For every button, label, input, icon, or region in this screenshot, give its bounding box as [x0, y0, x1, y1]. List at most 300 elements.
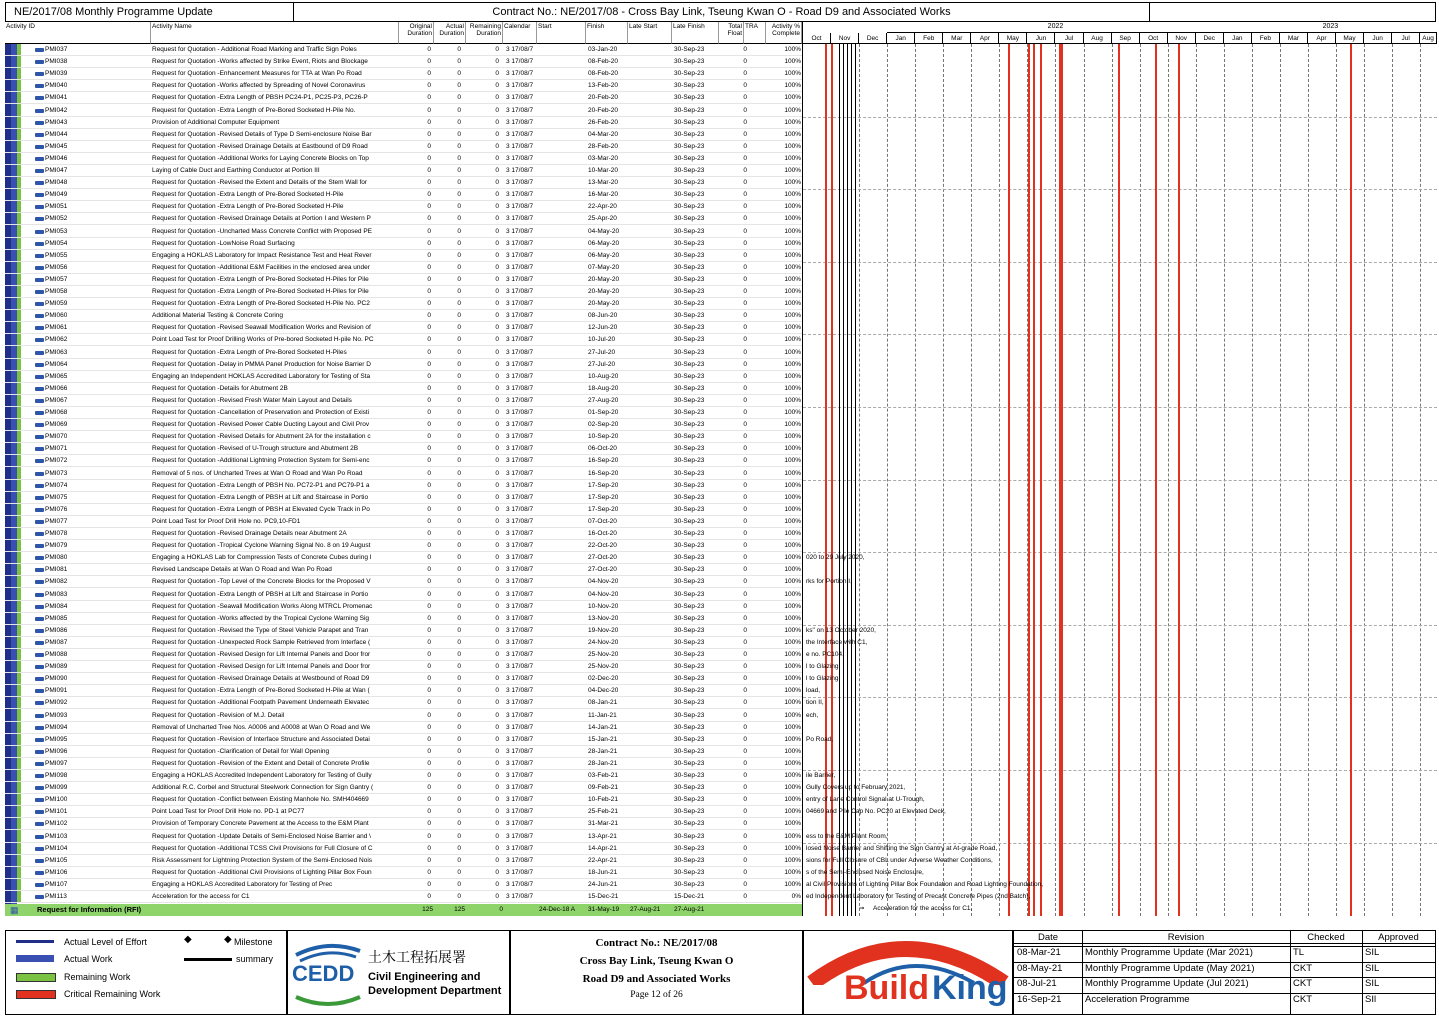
cell-finish: 28-Jan-21 — [588, 747, 618, 755]
col-total-float[interactable]: Total Float — [719, 22, 744, 44]
cell-name: Request for Quotation -Extra Length of Pre-Bored Socketed H-Pile — [152, 203, 344, 211]
cell-cal: 3 17/08/7 — [506, 469, 534, 477]
legend-critical: Critical Remaining Work — [64, 989, 161, 999]
cell-finish: 04-Nov-20 — [588, 590, 619, 598]
cell-actual: 0 — [457, 481, 461, 489]
table-row[interactable] — [5, 589, 802, 601]
table-row[interactable] — [5, 722, 802, 734]
table-row[interactable] — [5, 867, 802, 879]
cell-name: Request for Quotation -Extra Length of PBSH at Lift and Staircase in Portio — [152, 493, 369, 501]
table-row[interactable] — [5, 831, 802, 843]
cell-rem: 0 — [495, 772, 499, 779]
cell-id: PMI088 — [45, 651, 68, 658]
cell-rem: 0 — [495, 493, 499, 501]
table-row[interactable] — [5, 153, 802, 165]
cell-cal: 3 17/08/7 — [506, 505, 534, 513]
cell-tf: 0 — [743, 433, 747, 441]
cell-id: PMI102 — [45, 820, 68, 828]
cell-name: Removal of Uncharted Tree Nos. A0006 and A0008 at Wan O Road and We — [152, 723, 371, 731]
cell-pct: 100% — [784, 723, 801, 731]
cell-finish: 10-Feb-21 — [588, 796, 618, 804]
cell-cal: 3 17/08/7 — [506, 808, 534, 816]
table-row[interactable] — [5, 250, 802, 262]
table-row[interactable] — [5, 262, 802, 274]
cell-id: PMI076 — [45, 505, 68, 513]
cell-cal: 3 17/08/7 — [506, 651, 534, 658]
cell-actual: 0 — [457, 384, 461, 392]
cell-actual: 0 — [457, 70, 461, 78]
cell-cal: 3 17/08/7 — [506, 263, 534, 271]
cell-tf: 0 — [743, 312, 747, 320]
table-row[interactable] — [5, 576, 802, 588]
cell-actual: 0 — [457, 578, 461, 586]
cell-finish: 17-Sep-20 — [588, 505, 619, 513]
col-tra[interactable]: TRA — [744, 22, 766, 44]
cell-lfinish: 30-Sep-23 — [674, 735, 705, 743]
cell-orig: 0 — [427, 554, 431, 562]
cell-rem: 0 — [495, 179, 499, 187]
col-remaining-duration[interactable]: Remaining Duration — [466, 22, 503, 44]
cell-name: Request for Quotation -Revised Drainage Details at Westbound of Road D9 — [152, 675, 370, 683]
cell-name: Revised Landscape Details at Wan O Road and Wan Po Road — [152, 566, 332, 574]
cell-pct: 100% — [784, 70, 801, 78]
cell-rem: 0 — [495, 300, 499, 308]
table-row[interactable] — [5, 843, 802, 855]
activity-icon — [35, 883, 44, 887]
cell-name: Request for Quotation -Extra Length of Pre-Bored Socketed H-Pile No. — [152, 106, 356, 114]
col-calendar[interactable]: Calendar — [503, 22, 537, 44]
cell-pct: 100% — [784, 58, 801, 66]
cell-pct: 100% — [784, 638, 801, 646]
activity-icon — [35, 266, 44, 270]
cell-actual: 0 — [457, 493, 461, 501]
table-row[interactable] — [5, 504, 802, 516]
cell-tf: 0 — [743, 759, 747, 767]
critical-line — [1033, 44, 1035, 916]
cell-orig: 0 — [427, 711, 431, 719]
row-gridline — [803, 480, 1437, 481]
table-row[interactable] — [5, 117, 802, 129]
row-gridline — [803, 334, 1437, 335]
cell-name: Request for Quotation -Revised Power Cable Ducting Layout and Civil Prov — [152, 421, 370, 429]
table-row[interactable] — [5, 480, 802, 492]
revision-row-line — [1014, 946, 1435, 947]
table-row[interactable] — [5, 649, 802, 661]
cell-cal: 3 17/08/7 — [506, 578, 534, 586]
col-actual-duration[interactable]: Actual Duration — [434, 22, 466, 44]
col-start[interactable]: Start — [537, 22, 586, 44]
summary-finish: 31-May-19 — [588, 906, 620, 913]
cell-orig: 0 — [427, 856, 431, 864]
cell-tf: 0 — [743, 735, 747, 743]
cell-actual: 0 — [457, 469, 461, 477]
cell-lfinish: 30-Sep-23 — [674, 167, 705, 174]
cell-cal: 3 17/08/7 — [506, 384, 534, 392]
table-row[interactable] — [5, 165, 802, 177]
table-row[interactable] — [5, 298, 802, 310]
table-row[interactable] — [5, 564, 802, 576]
table-row[interactable] — [5, 44, 802, 56]
cell-name: Acceleration for the access for C1 — [152, 893, 250, 900]
table-row[interactable] — [5, 468, 802, 480]
table-row[interactable] — [5, 129, 802, 141]
cell-pct: 100% — [784, 735, 801, 743]
cell-name: Risk Assessment for Lightning Protection System of the Semi-Enclosed Nois — [152, 856, 373, 864]
table-row[interactable] — [5, 274, 802, 286]
cell-id: PMI059 — [45, 300, 68, 308]
cell-finish: 18-Jun-21 — [588, 868, 618, 876]
table-row[interactable] — [5, 238, 802, 250]
cell-tf: 0 — [743, 723, 747, 731]
cell-rem: 0 — [495, 796, 499, 804]
cell-orig: 0 — [427, 614, 431, 622]
cell-pct: 100% — [784, 396, 801, 404]
revision-cell: 08-Mar-21 — [1017, 947, 1061, 958]
cell-tf: 0 — [743, 396, 747, 404]
cell-cal: 3 17/08/7 — [506, 360, 534, 368]
cell-finish: 10-Nov-20 — [588, 602, 619, 610]
table-row[interactable] — [5, 758, 802, 770]
col-finish[interactable]: Finish — [586, 22, 628, 44]
table-row[interactable] — [5, 794, 802, 806]
cell-lfinish: 30-Sep-23 — [674, 820, 705, 828]
cell-actual: 0 — [457, 239, 461, 247]
cell-actual: 0 — [457, 687, 461, 695]
activity-icon — [35, 556, 44, 560]
cell-tf: 0 — [743, 336, 747, 344]
col-late-finish[interactable]: Late Finish — [672, 22, 719, 44]
cell-actual: 0 — [457, 590, 461, 598]
cell-cal: 3 17/08/7 — [506, 856, 534, 864]
cell-orig: 0 — [427, 747, 431, 755]
cell-actual: 0 — [457, 312, 461, 320]
revision-cell: 08-Jul-21 — [1017, 978, 1057, 989]
title-bar — [5, 2, 1436, 22]
legend-actual: Actual Work — [64, 954, 113, 964]
cell-actual: 0 — [457, 505, 461, 513]
cell-orig: 0 — [427, 118, 431, 126]
table-row[interactable] — [5, 734, 802, 746]
cell-rem: 0 — [495, 94, 499, 102]
cell-pct: 100% — [784, 167, 801, 174]
col-late-start[interactable]: Late Start — [628, 22, 672, 44]
cell-rem: 0 — [495, 433, 499, 441]
cell-rem: 0 — [495, 505, 499, 513]
cell-actual: 0 — [457, 106, 461, 114]
cell-id: PMI107 — [45, 880, 68, 888]
table-row[interactable] — [5, 879, 802, 891]
cell-actual: 0 — [457, 179, 461, 187]
activity-icon — [35, 774, 44, 778]
cell-actual: 0 — [457, 772, 461, 779]
cell-actual: 0 — [457, 893, 461, 900]
cell-orig: 0 — [427, 239, 431, 247]
cell-lfinish: 15-Dec-21 — [674, 893, 705, 900]
cell-pct: 100% — [784, 421, 801, 429]
cell-cal: 3 17/08/7 — [506, 784, 534, 792]
cell-cal: 3 17/08/7 — [506, 832, 534, 840]
cell-tf: 0 — [743, 106, 747, 114]
summary-row-rfi[interactable] — [5, 904, 802, 916]
cell-finish: 22-Apr-20 — [588, 203, 617, 211]
table-row[interactable] — [5, 56, 802, 68]
table-row[interactable] — [5, 310, 802, 322]
cell-pct: 100% — [784, 142, 801, 150]
legend-milestone: Milestone — [234, 937, 273, 947]
cell-pct: 100% — [784, 203, 801, 211]
cell-actual: 0 — [457, 433, 461, 441]
cell-tf: 0 — [743, 118, 747, 126]
cell-finish: 07-May-20 — [588, 263, 620, 271]
cell-name: Request for Quotation -Revised Drainage Details near Abutment 2A — [152, 530, 347, 537]
table-row[interactable] — [5, 625, 802, 637]
cell-id: PMI073 — [45, 469, 68, 477]
cell-actual: 0 — [457, 142, 461, 150]
table-row[interactable] — [5, 359, 802, 371]
revision-cell: 16-Sep-21 — [1017, 993, 1062, 1005]
table-row[interactable] — [5, 855, 802, 867]
cell-pct: 100% — [784, 336, 801, 344]
cell-lfinish: 30-Sep-23 — [674, 493, 705, 501]
cell-cal: 3 17/08/7 — [506, 275, 534, 283]
cell-tf: 0 — [743, 130, 747, 138]
cell-rem: 0 — [495, 711, 499, 719]
revision-cell: SIL — [1365, 947, 1380, 958]
activity-label: Gully Covers up to February 2021, — [806, 784, 906, 792]
table-row[interactable] — [5, 105, 802, 117]
month-label: Oct — [803, 33, 831, 44]
cell-lfinish: 30-Sep-23 — [674, 360, 705, 368]
cell-id: PMI044 — [45, 130, 68, 138]
cell-actual: 0 — [457, 191, 461, 199]
cell-actual: 0 — [457, 336, 461, 344]
table-row[interactable] — [5, 697, 802, 709]
activity-icon — [35, 677, 44, 681]
cell-pct: 100% — [784, 578, 801, 586]
cell-tf: 0 — [743, 517, 747, 525]
cell-id: PMI092 — [45, 699, 68, 707]
cell-rem: 0 — [495, 239, 499, 247]
cell-orig: 0 — [427, 481, 431, 489]
revision-table — [1013, 930, 1436, 1015]
revision-cell: Monthly Programme Update (Jul 2021) — [1085, 978, 1249, 989]
cell-actual: 0 — [457, 602, 461, 610]
cell-name: Request for Quotation -Revised the Type of Steel Vehicle Parapet and Tran — [152, 626, 369, 634]
activity-icon — [35, 254, 44, 258]
title-line-3: Road D9 and Associated Works — [582, 973, 731, 985]
table-row[interactable] — [5, 68, 802, 80]
cell-name: Request for Quotation -Works affected by Spreading of Novel Coronavirus — [152, 82, 366, 90]
cell-lfinish: 30-Sep-23 — [674, 324, 705, 332]
activity-icon — [35, 121, 44, 125]
table-row[interactable] — [5, 334, 802, 346]
cell-orig: 0 — [427, 154, 431, 162]
cell-cal: 3 17/08/7 — [506, 893, 534, 900]
table-row[interactable] — [5, 371, 802, 383]
table-row[interactable] — [5, 443, 802, 455]
month-label: May — [999, 33, 1027, 44]
activity-icon — [35, 580, 44, 584]
table-row[interactable] — [5, 528, 802, 540]
activity-icon — [35, 641, 44, 645]
cell-actual: 0 — [457, 542, 461, 550]
col-percent-complete[interactable]: Activity % Complete — [766, 22, 802, 44]
cell-orig: 0 — [427, 868, 431, 876]
activity-label: e no. PC104, — [806, 651, 844, 658]
activity-icon — [35, 762, 44, 766]
table-row[interactable] — [5, 141, 802, 153]
cell-lfinish: 30-Sep-23 — [674, 288, 705, 295]
table-row[interactable] — [5, 601, 802, 613]
cell-rem: 0 — [495, 336, 499, 344]
cell-name: Request for Quotation -Details for Abutment 2B — [152, 384, 288, 392]
cell-pct: 100% — [784, 868, 801, 876]
buildking-logo-block — [803, 930, 1013, 1015]
table-row[interactable] — [5, 516, 802, 528]
cell-cal: 3 17/08/7 — [506, 215, 534, 223]
col-original-duration[interactable]: Original Duration — [399, 22, 434, 44]
table-row[interactable] — [5, 637, 802, 649]
activity-icon — [35, 290, 44, 294]
table-row[interactable] — [5, 891, 802, 903]
cell-lfinish: 30-Sep-23 — [674, 130, 705, 138]
cell-orig: 0 — [427, 130, 431, 138]
cell-cal: 3 17/08/7 — [506, 433, 534, 441]
table-row[interactable] — [5, 80, 802, 92]
activity-icon — [35, 338, 44, 342]
cell-name: Request for Quotation -Revised Design for Lift Internal Panels and Door fror — [152, 651, 371, 658]
table-row[interactable] — [5, 407, 802, 419]
table-row[interactable] — [5, 322, 802, 334]
cell-name: Request for Quotation -Extra Length of PBSH at Lift and Staircase in Portio — [152, 590, 369, 598]
cell-orig: 0 — [427, 336, 431, 344]
cell-lfinish: 30-Sep-23 — [674, 348, 705, 356]
table-row[interactable] — [5, 383, 802, 395]
table-row[interactable] — [5, 540, 802, 552]
cell-id: PMI056 — [45, 263, 68, 271]
cell-actual: 0 — [457, 784, 461, 792]
cell-name: Request for Quotation -LowNoise Road Surfacing — [152, 239, 295, 247]
table-row[interactable] — [5, 818, 802, 830]
cell-pct: 100% — [784, 324, 801, 332]
cell-finish: 27-Jul-20 — [588, 360, 616, 368]
table-row[interactable] — [5, 226, 802, 238]
cedd-en-1: Civil Engineering and — [368, 971, 481, 983]
table-row[interactable] — [5, 189, 802, 201]
cell-finish: 26-Feb-20 — [588, 118, 618, 126]
table-row[interactable] — [5, 92, 802, 104]
cell-rem: 0 — [495, 517, 499, 525]
revision-cell: SIL — [1365, 978, 1380, 989]
cell-actual: 0 — [457, 215, 461, 223]
cell-tf: 0 — [743, 203, 747, 211]
cell-name: Removal of 5 nos. of Uncharted Trees at Wan O Road and Wan Po Road — [152, 469, 363, 477]
cell-actual: 0 — [457, 82, 461, 90]
table-row[interactable] — [5, 431, 802, 443]
table-row[interactable] — [5, 552, 802, 564]
col-activity-id[interactable]: Activity ID — [5, 22, 151, 44]
activity-icon — [35, 363, 44, 367]
table-row[interactable] — [5, 201, 802, 213]
cell-lfinish: 30-Sep-23 — [674, 868, 705, 876]
cell-orig: 0 — [427, 505, 431, 513]
cell-rem: 0 — [495, 167, 499, 174]
cell-rem: 0 — [495, 856, 499, 864]
cell-rem: 0 — [495, 421, 499, 429]
table-row[interactable] — [5, 177, 802, 189]
activity-label: losed Noise Barrier and Shifting the Sign Gantry at At-grade Road, — [806, 844, 998, 852]
table-row[interactable] — [5, 613, 802, 625]
cell-orig: 0 — [427, 893, 431, 900]
cell-finish: 08-Jan-21 — [588, 699, 618, 707]
cell-name: Request for Quotation -Works affected by the Tropical Cyclone Warning Sig — [152, 614, 370, 622]
table-row[interactable] — [5, 455, 802, 467]
table-row[interactable] — [5, 685, 802, 697]
table-row[interactable] — [5, 661, 802, 673]
cell-orig: 0 — [427, 300, 431, 308]
cell-finish: 11-Jan-21 — [588, 711, 617, 719]
cell-lfinish: 30-Sep-23 — [674, 433, 705, 441]
cell-rem: 0 — [495, 372, 499, 380]
cell-lfinish: 30-Sep-23 — [674, 808, 705, 816]
cell-pct: 100% — [784, 590, 801, 598]
cell-actual: 0 — [457, 251, 461, 259]
cell-lfinish: 30-Sep-23 — [674, 421, 705, 429]
cell-pct: 0% — [791, 893, 801, 900]
cell-actual: 0 — [457, 130, 461, 138]
year-label: 2022 — [887, 22, 1224, 33]
cell-id: PMI103 — [45, 832, 68, 840]
cell-orig: 0 — [427, 384, 431, 392]
cell-lfinish: 30-Sep-23 — [674, 118, 705, 126]
cell-pct: 100% — [784, 118, 801, 126]
table-row[interactable] — [5, 673, 802, 685]
table-row[interactable] — [5, 419, 802, 431]
table-row[interactable] — [5, 746, 802, 758]
cell-orig: 0 — [427, 457, 431, 465]
cell-rem: 0 — [495, 808, 499, 816]
table-row[interactable] — [5, 286, 802, 298]
table-row[interactable] — [5, 782, 802, 794]
table-row[interactable] — [5, 806, 802, 818]
cell-cal: 3 17/08/7 — [506, 699, 534, 707]
cell-rem: 0 — [495, 46, 499, 53]
table-row[interactable] — [5, 770, 802, 782]
cell-id: PMI051 — [45, 203, 68, 211]
cell-actual: 0 — [457, 263, 461, 271]
cell-pct: 100% — [784, 808, 801, 816]
activity-icon — [35, 375, 44, 379]
cell-cal: 3 17/08/7 — [506, 638, 534, 646]
cell-pct: 100% — [784, 46, 801, 53]
activity-icon — [35, 786, 44, 790]
table-row[interactable] — [5, 347, 802, 359]
cell-lfinish: 30-Sep-23 — [674, 215, 705, 223]
cell-id: PMI055 — [45, 251, 68, 259]
cell-lfinish: 30-Sep-23 — [674, 251, 705, 259]
cell-finish: 22-Oct-20 — [588, 542, 617, 550]
table-row[interactable] — [5, 213, 802, 225]
cell-orig: 0 — [427, 844, 431, 852]
table-row[interactable] — [5, 492, 802, 504]
cell-tf: 0 — [743, 638, 747, 646]
table-row[interactable] — [5, 710, 802, 722]
col-activity-name[interactable]: Activity Name — [151, 22, 399, 44]
cell-rem: 0 — [495, 275, 499, 283]
cell-orig: 0 — [427, 759, 431, 767]
cell-tf: 0 — [743, 784, 747, 792]
table-row[interactable] — [5, 395, 802, 407]
